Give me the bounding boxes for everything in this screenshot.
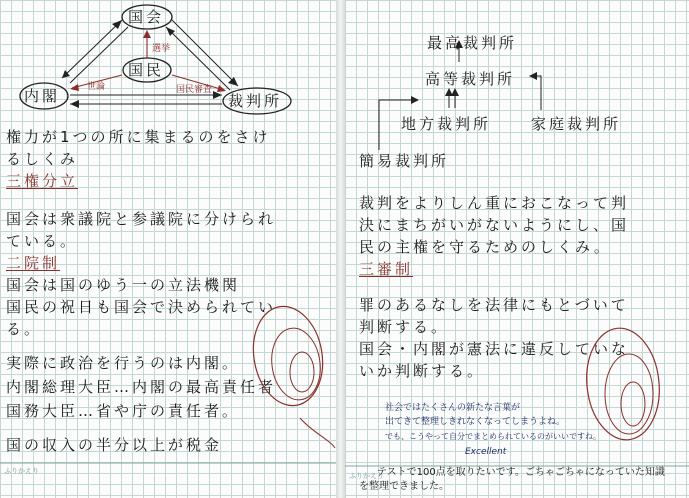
note-line-7: 国会は国のゆう一の立法機関: [6, 276, 241, 294]
diagram-node-kokkai: 国会: [128, 8, 165, 26]
right-footer-label: ふりかえり: [349, 472, 384, 480]
right-note-line-8: いか判断する。: [359, 362, 486, 380]
note-line-12: 国務大臣…省や庁の責任者。: [6, 402, 241, 420]
note-line-10: 実際に政治を行うのは内閣。: [6, 354, 241, 372]
right-note-line-2: 決にまちがいがないようにし、国: [359, 216, 630, 234]
diagram-label-kokumin-shinsa: 国民審査: [176, 85, 213, 95]
note-line-2: るしくみ: [6, 150, 79, 168]
note-line-11: 内閣総理大臣…内閣の最高責任者: [6, 378, 277, 396]
right-note-line-6: 判断する。: [359, 318, 450, 336]
court-family: 家庭裁判所: [531, 115, 622, 133]
diagram-node-naikaku: 内閣: [24, 87, 61, 105]
note-line-4: 国会は衆議院と参議院に分けられ: [6, 210, 277, 228]
note-heading-sanken-bunritsu: 三権分立: [6, 172, 79, 190]
note-line-13: 国の収入の半分以上が税金: [6, 436, 223, 454]
note-line-9: る。: [6, 320, 43, 338]
note-line-8: 国民の祝日も国会で決められてい: [6, 298, 277, 316]
teacher-signature: Excellent: [465, 447, 507, 457]
left-page: [0, 0, 336, 498]
right-note-line-7: 国会・内閣が憲法に違反していな: [359, 340, 630, 358]
court-supreme: 最高裁判所: [427, 34, 518, 52]
court-summary: 簡易裁判所: [359, 152, 450, 170]
notebook-gutter: [336, 0, 345, 498]
teacher-comment-line-1: 社会ではたくさんの新たな言葉が: [385, 403, 521, 413]
diagram-node-saibansho: 裁判所: [228, 92, 283, 110]
court-district: 地方裁判所: [401, 115, 492, 133]
court-high: 高等裁判所: [425, 70, 516, 88]
reflection-line-1: テストで100点を取りたいです。ごちゃごちゃになっていた知識: [377, 467, 665, 478]
teacher-comment-line-2: 出てきて整理しきれなくなってしまうよね。: [385, 417, 566, 427]
note-heading-sanshinsei: 三審制: [359, 260, 414, 278]
teacher-circle-mark-left: [0, 0, 336, 498]
right-note-line-5: 罪のあるなしを法律にもとづいて: [359, 296, 629, 314]
right-page: [345, 0, 689, 498]
note-line-1: 権力が1つの所に集まるのをさけ: [6, 128, 271, 146]
note-heading-niinsei: 二院制: [6, 254, 61, 272]
left-footer-label: ふりかえり: [4, 467, 39, 475]
diagram-label-senkyo: 選挙: [152, 44, 171, 54]
teacher-comment-line-3: でも、こうやって自分でまとめられているのがいいですね。: [385, 432, 601, 441]
diagram-label-yoron: 世論: [87, 82, 106, 92]
diagram-node-kokumin: 国民: [128, 61, 165, 79]
right-note-line-3: 民の主権を守るためのしくみ。: [359, 238, 612, 256]
note-line-5: ている。: [6, 232, 79, 250]
right-note-line-1: 裁判をよりしん重におこなって判: [359, 194, 630, 212]
reflection-line-2: を整理できました。: [359, 481, 449, 492]
teacher-circle-mark-right: [345, 0, 689, 498]
